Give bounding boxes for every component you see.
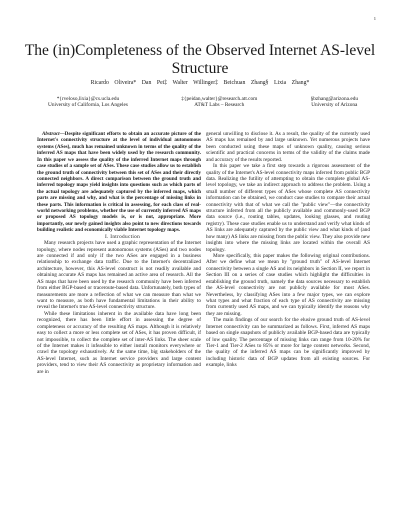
affiliation-org: University of California, Los Angeles <box>48 102 128 109</box>
affiliation-email: §bzhang@arizona.edu <box>310 96 358 102</box>
intro-paragraph: While these limitations inherent in the available data have long been recognized, there has been little effort in assessing the degree of completeness or accuracy of the resulting AS maps. Although it is relatively easy to collect a more or less complete set of ASes, it has proven difficult, if not impossible, to collect the complete set of inter-AS links. The sheer scale of the Internet makes it infeasible to either install monitors everywhere or crawl the topology exhaustively. At the same time, big stakeholders of the AS-level Internet, such as Internet service providers and large content providers, tend to view their AS connectivity as proprietary information and are in <box>37 310 201 375</box>
affiliations <box>48 96 358 109</box>
abstract <box>37 131 201 234</box>
body-paragraph: The main findings of our search for the elusive ground truth of AS-level Internet connectivity can be summarized as follows. First, inferred AS maps based on single snapshots of publicly available BGP-based data are typically of low quality. The percentage of missing links can range from 10-20% for Tier-1 and Tier-2 ASes to 85% or more for large content networks. Second, the quality of the inferred AS maps can be significantly improved by including historic data of BGP updates from all existing sources. For example, links <box>206 317 370 369</box>
affiliation-email: *{rveloso,lixia}@cs.ucla.edu <box>56 96 120 102</box>
affiliation-email: ‡{peidan,walter}@research.att.com <box>181 96 258 102</box>
abstract-text: —Despite significant efforts to obtain an accurate picture of the Internet's connectivity structure at the level of individual autonomous systems (ASes), much has remained unknown in terms of the quality of the inferred AS maps that have been widely used by the research community. In this paper we assess the quality of the inferred Internet maps through case studies of a sample set of ASes. These case studies allow us to establish the ground truth of connectivity between this set of ASes and their directly connected neighbors. A direct comparison between the ground truth and inferred topology maps yield insights into questions such as which parts of the actual topology are adequately captured by the inferred maps, which parts are missing and why, and what is the percentage of missing links in these parts. This information is critical in assessing, for each class of real-world networking problems, whether the use of currently inferred AS maps or proposed AS topology models is, or is not, appropriate. More importantly, our newly gained insights also point to new directions towards building realistic and economically viable Internet topology maps. <box>37 131 201 234</box>
page-number: 1 <box>373 16 376 21</box>
left-column <box>37 131 201 375</box>
intro-paragraph: Many research projects have used a graphic representation of the Internet topology, where nodes represent autonomous systems (ASes) and two nodes are connected if and only if the two ASes are engaged in a business relationship to exchange data traffic. Due to the Internet's decentralized architecture, however, this AS-level construct is not readily available and obtaining accurate AS maps has remained an active area of research. All the AS maps that have been used by the research community have been inferred from either BGP-based or traceroute-based data. Unfortunately, both types of measurements are more a reflection of what we can measure than what we want to measure, as both have fundamental limitations in their ability to reveal the Internet's true AS-level connectivity structure. <box>37 240 201 311</box>
affiliation-att <box>181 96 257 109</box>
affiliation-arizona <box>311 96 358 109</box>
affiliation-ucla <box>48 96 128 109</box>
body-paragraph: In this paper we take a first step towards a rigorous assessment of the quality of the Internet's AS-level connectivity maps inferred from public BGP data. Realizing the futility of attempting to obtain the complete global AS-level topology, we take an indirect approach to address the problem. Using a small number of different types of ASes whose complete AS connectivity information can be obtained, we conduct case studies to compare their actual connectivity with that of what we call the "public view"—the connectivity structure inferred from all the publicly available and commonly-used BGP data source (i.e., routing tables, updates, looking glasses, and routing registry). These case studies enable us to understand and verify what kinds of AS links are adequately captured by the public view and what kinds of (and how many) AS links are missing from the public view. They also provide new insights into where the missing links are located within the overall AS topology. <box>206 163 370 253</box>
right-column <box>206 131 370 369</box>
section-heading-introduction: I. Introduction <box>104 233 141 240</box>
affiliation-org: University of Arizona <box>311 102 358 109</box>
abstract-label: Abstract <box>42 131 60 137</box>
body-paragraph: general unwilling to disclose it. As a result, the quality of the currently used AS maps has remained by and large unknown. Yet numerous projects have been conducted using these maps of unknown quality, causing serious scientific and practical concerns in terms of the validity of the claims made and accuracy of the results reported. <box>206 131 370 163</box>
author-list: Ricardo Oliveira* Dan Pei‡ Walter Willinger‡ Beichuan Zhang§ Lixia Zhang* <box>90 80 310 86</box>
affiliation-org: AT&T Labs – Research <box>194 102 245 109</box>
paper-title: The (in)Completeness of the Observed Internet AS-level Structure <box>24 42 376 77</box>
body-paragraph: More specifically, this paper makes the following original contributions. After we define what we mean by "ground truth" of AS-level Internet connectivity between a single AS and its neighbors in Section II, we report in Section III on a series of case studies which highlight the difficulties in establishing the ground truth, namely the data sources necessary to establish the AS-level connectivity are not publicly available for most ASes. Nevertheless, by classifying ASes into a few major types, we can explore what types and what fraction of each type of AS connectivity are missing from currently used AS maps, and we can typically identify the reasons why they are missing. <box>206 253 370 317</box>
